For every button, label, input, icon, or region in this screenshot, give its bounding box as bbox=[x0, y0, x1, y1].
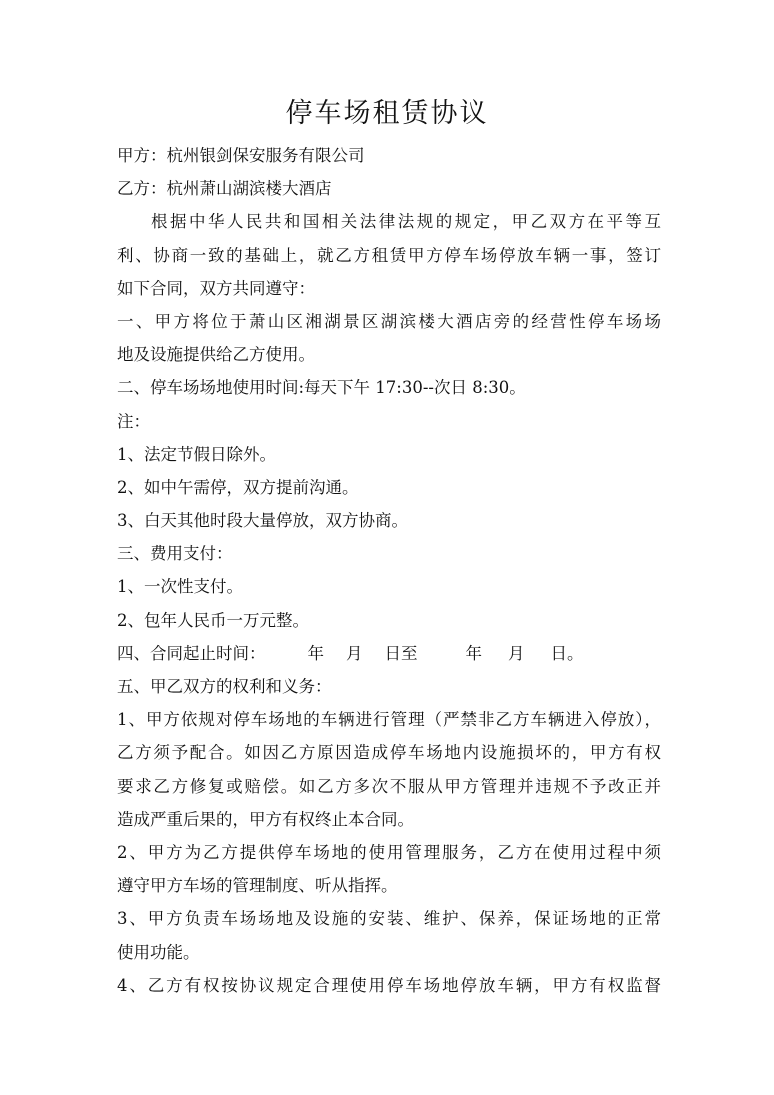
note-item-3: 3、白天其他时段大量停放，双方协商。 bbox=[117, 511, 408, 531]
clause-5-3-line-2: 使用功能。 bbox=[117, 942, 200, 962]
contract-term-year-2: 年 bbox=[465, 643, 482, 663]
party-a-line: 甲方：杭州银剑保安服务有限公司 bbox=[117, 146, 365, 165]
clause-5-1-line-4: 造成严重后果的，甲方有权终止本合同。 bbox=[117, 809, 414, 829]
contract-term-month-2: 月 bbox=[508, 643, 525, 663]
clause-5-2-line-1: 2、甲方为乙方提供停车场地的使用管理服务，乙方在使用过程中须 bbox=[117, 842, 661, 862]
note-item-1: 1、法定节假日除外。 bbox=[117, 444, 276, 464]
contract-term-day-to: 日至 bbox=[384, 643, 418, 663]
clause-5-1-line-2: 乙方须予配合。如因乙方原因造成停车场地内设施损坏的，甲方有权 bbox=[117, 743, 661, 763]
note-item-2: 2、如中午需停，双方提前沟通。 bbox=[117, 477, 359, 497]
clause-3-heading: 三、费用支付： bbox=[117, 544, 233, 564]
payment-item-2: 2、包年人民币一万元整。 bbox=[117, 610, 309, 630]
payment-item-1: 1、一次性支付。 bbox=[117, 577, 243, 597]
clause-2-line: 二、停车场场地使用时间:每天下午 17:30--次日 8:30。 bbox=[117, 378, 526, 398]
clause-1-line-2: 地及设施提供给乙方使用。 bbox=[117, 345, 315, 365]
contract-term-day-end: 日。 bbox=[550, 643, 584, 663]
clause-5-1-line-3: 要求乙方修复或赔偿。如乙方多次不服从甲方管理并违规不予改正并 bbox=[117, 776, 661, 796]
contract-term-label: 四、合同起止时间： bbox=[117, 643, 266, 663]
preamble-line-3: 如下合同，双方共同遵守： bbox=[117, 278, 315, 298]
clause-1-line-1: 一、甲方将位于萧山区湘湖景区湖滨楼大酒店旁的经营性停车场场 bbox=[117, 311, 661, 331]
contract-term-month-1: 月 bbox=[346, 643, 363, 663]
clause-5-heading: 五、甲乙双方的权利和义务： bbox=[117, 677, 332, 696]
contract-term-line bbox=[117, 637, 661, 670]
note-heading: 注： bbox=[117, 411, 150, 431]
clause-5-3-line-1: 3、甲方负责车场场地及设施的安装、维护、保养，保证场地的正常 bbox=[117, 909, 661, 929]
preamble-line-2: 利、协商一致的基础上，就乙方租赁甲方停车场停放车辆一事，签订 bbox=[117, 245, 661, 265]
party-b-line: 乙方：杭州萧山湖滨楼大酒店 bbox=[117, 179, 332, 199]
document-body bbox=[117, 139, 661, 1002]
contract-term-year-1: 年 bbox=[307, 643, 324, 663]
clause-5-1-line-1: 1、甲方依规对停车场地的车辆进行管理（严禁非乙方车辆进入停放）， bbox=[117, 710, 661, 730]
clause-5-4-line-1: 4、乙方有权按协议规定合理使用停车场地停放车辆，甲方有权监督 bbox=[117, 975, 661, 995]
document-title: 停车场租赁协议 bbox=[285, 98, 489, 129]
clause-5-2-line-2: 遵守甲方车场的管理制度、听从指挥。 bbox=[117, 876, 398, 896]
preamble-line-1: 根据中华人民共和国相关法律法规的规定，甲乙双方在平等互 bbox=[151, 212, 661, 232]
